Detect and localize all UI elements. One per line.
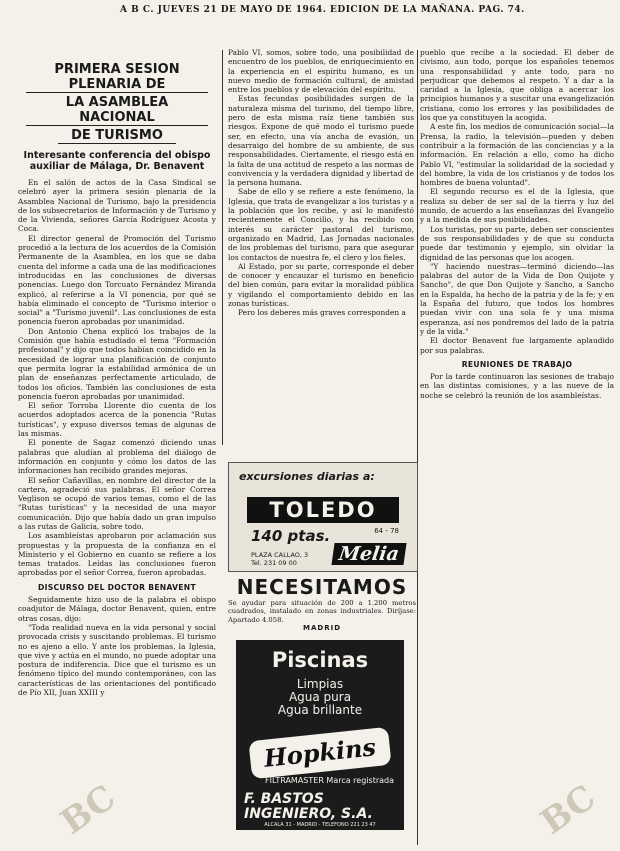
paragraph: Pablo VI, somos, sobre todo, una posibilidad de encuentro de los pueblos, de enriquecimiento en la experiencia en el espíritu humano, es un nuevo medio de formación cultural, de amistad entre los pueblos y de elevación del espíritu. xyxy=(228,48,414,95)
ad-piscinas-line: Agua pura xyxy=(288,690,352,704)
ad-piscinas-footer: ALCALA 31 - MADRID - TELEFONO 221 23 47 xyxy=(264,822,376,828)
column-2 xyxy=(228,48,414,428)
ad-piscinas-lines xyxy=(236,678,404,717)
paragraph: Por la tarde continuaron las sesiones de trabajo en las distintas comisiones, y a las nueve de la noche se celebró la reunión de los asambleístas. xyxy=(420,372,614,400)
paragraph: En el salón de actos de la Casa Sindical se celebró ayer la primera sesión plenaria de la Asamblea Nacional de Turismo, bajo la presidencia de los subsecretarios de Información y de Turismo y de la Vivienda, señores García Rodríguez Acosta y Coca. xyxy=(18,178,216,234)
abc-watermark: BC xyxy=(53,777,123,843)
melia-logo: Melia xyxy=(332,543,407,565)
article-body-col2 xyxy=(228,48,414,318)
ad-piscinas-company: F. BASTOS INGENIERO, S.A. xyxy=(244,791,373,822)
ad-toledo-street: PLAZA CALLAO, 3 xyxy=(251,551,309,559)
paragraph: El director general de Promoción del Turismo procedió a la lectura de los acuerdos de la Comisión Permanente de la Asamblea, en los que se daba cuenta del informe a cada una de las modificaciones introducidas en las conclusiones de diversas ponencias. Luego don Torcuato Fernández Miranda explicó, al referirse a la VI ponencia, por qué se había eliminado el concepto de "Turismo interior o social" a "Turismo juvenil". Las conclusiones de esta ponencia fueron aprobadas por unanimidad. xyxy=(18,233,216,327)
necesitamos-classified-ad xyxy=(228,575,416,635)
article-body-col3 xyxy=(420,48,614,400)
column-3 xyxy=(420,48,614,845)
toledo-excursion-ad xyxy=(228,462,418,572)
column-1 xyxy=(18,50,216,845)
paragraph: Al Estado, por su parte, corresponde el deber de conocer y encauzar el turismo en beneficio del bien común, para evitar la moralidad pública y vigilando el comportamiento debido en las zonas turísticas. xyxy=(228,261,414,309)
section-heading: REUNIONES DE TRABAJO xyxy=(461,359,573,369)
ad-toledo-price: 140 ptas. xyxy=(251,527,331,545)
ad-toledo-phone: Tel. 231 09 00 xyxy=(251,559,297,567)
paragraph: A este fin, los medios de comunicación social—la Prensa, la radio, la televisión—pueden y deben contribuir a la formación de las conciencias y a la información. En relación a ello, como ha dicho Pablo VI, "estimular la solidaridad de la sociedad y del hombre, la vida de los cristianos y de todos los hombres de buena voluntad". xyxy=(420,122,614,188)
ad-nec-city: MADRID xyxy=(303,624,341,633)
hopkins-logo: Hopkins xyxy=(248,727,391,779)
article-title xyxy=(18,62,216,144)
paragraph: "Toda realidad nueva en la vida personal y social provocada crisis y suscitando problemas. El turismo no es ajeno a ello. Y ante los problemas, la Iglesia, que vive y actúa en el mundo, no puede adoptar una postura de indiferencia. Dice que el turismo es un fenómeno típico del mundo contemporáneo, con las características de las orientaciones del pontificado de Pío XII, Juan XXIII y xyxy=(18,622,216,698)
piscinas-ad xyxy=(236,640,404,830)
ad-toledo-dates: 64 - 78 xyxy=(374,527,399,535)
ad-piscinas-title: Piscinas xyxy=(271,648,369,672)
paragraph: El ponente de Sagaz comenzó diciendo unas palabras que aludían al problema del diálogo de información en conjunto y cómo los datos de las informaciones han recibido grandes mejoras. xyxy=(18,438,216,476)
title-line-1: PRIMERA SESION PLENARIA DE xyxy=(26,62,208,93)
column-rule xyxy=(417,50,418,845)
paragraph: Pero los deberes más graves corresponden a xyxy=(238,308,406,318)
paragraph: "Y haciendo nuestras—terminó diciendo—las palabras del autor de la Vida de Don Quijote y Sancho", de que Don Quijote y Sancho, a Sancho en la Espalda, ha hecho de la patria y de la fe; y en la España del futuro, que todos los hombres puedan vivir con una sola fe y una misma esperanza, así nos pondremos del lado de la patria y de la vida." xyxy=(420,261,614,336)
section-heading: DISCURSO DEL DOCTOR BENAVENT xyxy=(38,582,196,592)
article-subhead: Interesante conferencia del obispo auxiliar de Málaga, Dr. Benavent xyxy=(23,150,211,172)
paragraph: El señor Torroba Llorente dio cuenta de los acuerdos adoptados acerca de la ponencia "Rutas turísticas", y expuso diversos temas de algunas de las mismas. xyxy=(18,401,216,439)
ad-toledo-city: TOLEDO xyxy=(247,497,399,523)
paragraph: pueblo que recibe a la sociedad. El deber de civismo, aun todo, porque los españoles tenemos una responsabilidad y ante todo, para no perjudicar que debemos al respeto. Y a dar a la caridad a la Iglesia, que obliga a acercar los principios humanos y a suscitar una evangelización cristiana, como los errores y las posibilidades de los que ya constituyen la acogida. xyxy=(420,48,614,123)
ad-toledo-tagline: excursiones diarias a: xyxy=(239,470,375,483)
ad-nec-body: Se ayudar para situación de 200 a 1.200 metros cuadrados, instalado en zonas industriales. Diríjase: Apartado 4.058. xyxy=(228,599,416,624)
ad-piscinas-line: Limpias xyxy=(296,677,344,691)
article-body-col1 xyxy=(18,178,216,697)
page-header: A B C. JUEVES 21 DE MAYO DE 1964. EDICION DE LA MAÑANA. PAG. 74. xyxy=(120,5,525,15)
title-line-2: LA ASAMBLEA NACIONAL xyxy=(26,95,208,126)
paragraph: Seguidamente hizo uso de la palabra el obispo coadjutor de Málaga, doctor Benavent, quien, entre otras cosas, dijo: xyxy=(18,595,216,623)
paragraph: El doctor Benavent fue largamente aplaudido por sus palabras. xyxy=(420,336,614,355)
ad-nec-headline: NECESITAMOS xyxy=(236,575,408,599)
paragraph: El segundo recurso es el de la Iglesia, que realiza su deber de ser sal de la tierra y luz del mundo, de acuerdo a las enseñanzas del Evangelio y a la medida de sus posibilidades. xyxy=(420,187,614,225)
ad-piscinas-line: Agua brillante xyxy=(277,703,363,717)
ad-piscinas-trademark: FILTRAMASTER Marca registrada xyxy=(265,776,394,785)
title-line-3: DE TURISMO xyxy=(58,128,176,144)
paragraph: El señor Cañavillas, en nombre del director de la cartera, agradeció sus palabras. El señor Correa Veglison se ocupó de varios temas, como el de las "Rutas turísticas" y la necesidad de una mayor comunicación. Dijo que había dado un gran impulso a las rutas de Galicia, sobre todo. xyxy=(18,475,216,531)
column-rule xyxy=(222,50,223,445)
paragraph: Los asambleístas aprobaron por aclamación sus propuestas y la propuesta de la confianza en el Ministerio y el Gobierno en cuanto se refiere a los temas tratados. Leídas las conclusiones fueron aprobadas por el señor Correa, fueron aprobadas. xyxy=(18,531,216,578)
ad-toledo-address xyxy=(251,551,308,567)
abc-watermark: BC xyxy=(533,777,603,843)
paragraph: Estas fecundas posibilidades surgen de la naturaleza misma del turismo, del tiempo libre, pero de esta misma raíz tiene también sus riesgos. Expone de qué modo el turismo puede ser, en efecto, una vía ancha de evasión, un desarraigo del hombre de su ambiente, de sus responsabilidades. Ciertamente, el riesgo está en la falta de una actitud de respeto a las normas de convivencia y la verdadera dignidad y libertad de la persona humana. xyxy=(228,94,414,188)
paragraph: Los turistas, por su parte, deben ser conscientes de sus responsabilidades y de que su conducta puede dar testimonio y ejemplo, sin olvidar la dignidad de las personas que los acogen. xyxy=(420,224,614,262)
paragraph: Sabe de ello y se refiere a este fenómeno, la Iglesia, que trata de evangelizar a los turistas y a la población que los recibe, y así lo manifestó recientemente el Concilio, y ha recibido con interés su carácter pastoral del turismo, organizado en Madrid, Las Jornadas nacionales de los problemas del turismo, para que asegurar los contactos de nuestra fe, el clero y los fieles. xyxy=(228,187,414,262)
paragraph: Don Antonio Chena explicó los trabajos de la Comisión que había estudiado el tema "Formación profesional" y dijo que todos habían coincidido en la necesidad de lograr una planificación de conjunto que permita lograr la estabilidad armónica de un plan de enseñanzas perfectamente articulado, de todos los oficios. También las conclusiones de esta ponencia fueron aprobadas por unanimidad. xyxy=(18,326,216,401)
